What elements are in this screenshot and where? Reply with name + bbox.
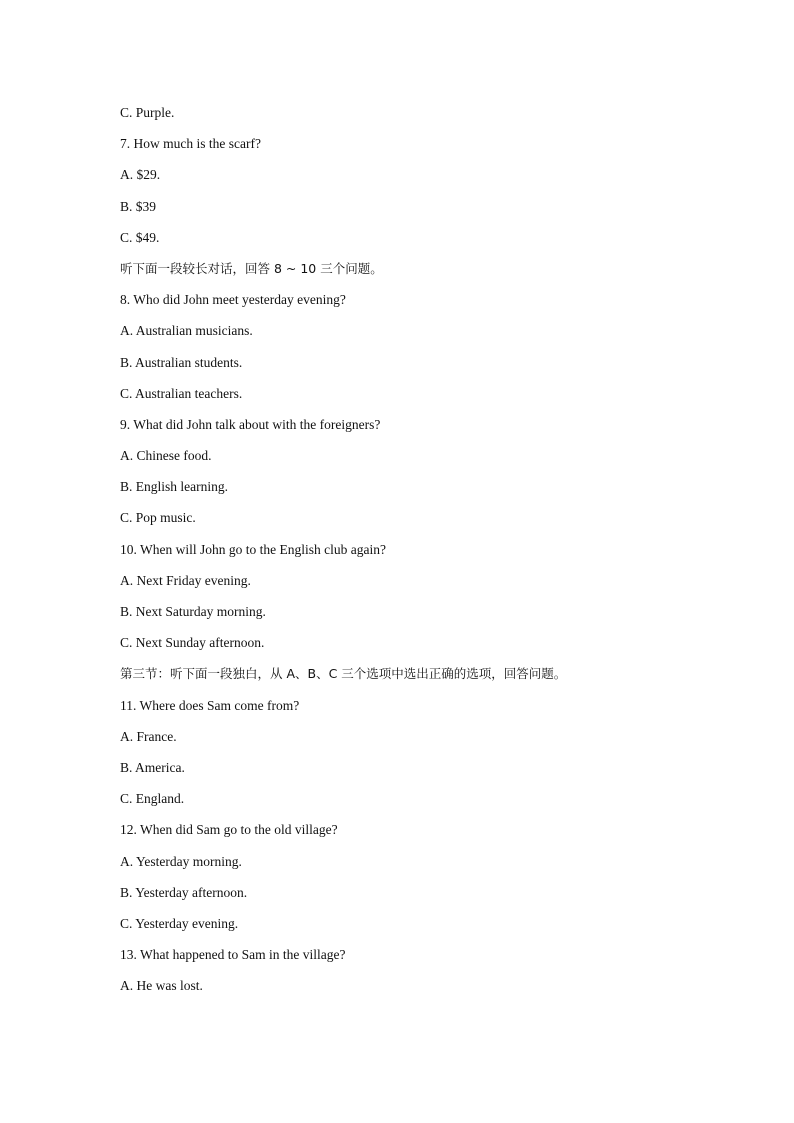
question-text: 12. When did Sam go to the old village? [120, 822, 338, 838]
answer-option: A. Yesterday morning. [120, 853, 242, 869]
answer-option: A. He was lost. [120, 978, 203, 994]
answer-option: B. English learning. [120, 479, 228, 495]
answer-option: A. France. [120, 728, 177, 744]
section-instruction: 听下面一段较长对话，回答 8 ~ 10 三个问题。 [120, 260, 383, 276]
question-text: 11. Where does Sam come from? [120, 697, 300, 713]
question-text: 8. Who did John meet yesterday evening? [120, 292, 346, 308]
answer-option: B. America. [120, 759, 185, 775]
answer-option: B. Next Saturday morning. [120, 604, 266, 619]
answer-option: B. Australian students. [120, 354, 243, 370]
section-instruction: 第三节：听下面一段独白，从 A、B、C 三个选项中选出正确的选项，回答问题。 [120, 666, 567, 682]
answer-option: A. Australian musicians. [120, 323, 253, 339]
question-text: 10. When will John go to the English club again? [120, 541, 386, 557]
answer-option: C. England. [120, 791, 185, 807]
answer-option: C. Next Sunday afternoon. [120, 635, 265, 651]
answer-option: B. Yesterday afternoon. [120, 884, 248, 900]
answer-option: C. Purple. [120, 105, 175, 120]
question-text: 9. What did John talk about with the foreigners? [120, 416, 381, 432]
answer-option: C. Yesterday evening. [120, 915, 239, 931]
answer-option: C. $49. [120, 229, 160, 245]
answer-option: A. $29. [120, 167, 161, 183]
exam-content [120, 103, 720, 1007]
answer-option: B. $39 [120, 198, 157, 214]
question-text: 7. How much is the scarf? [120, 136, 261, 152]
answer-option: A. Chinese food. [120, 448, 212, 464]
answer-option: C. Australian teachers. [120, 385, 243, 401]
answer-option: A. Next Friday evening. [120, 572, 251, 588]
question-text: 13. What happened to Sam in the village? [120, 947, 346, 963]
answer-option: C. Pop music. [120, 510, 196, 526]
